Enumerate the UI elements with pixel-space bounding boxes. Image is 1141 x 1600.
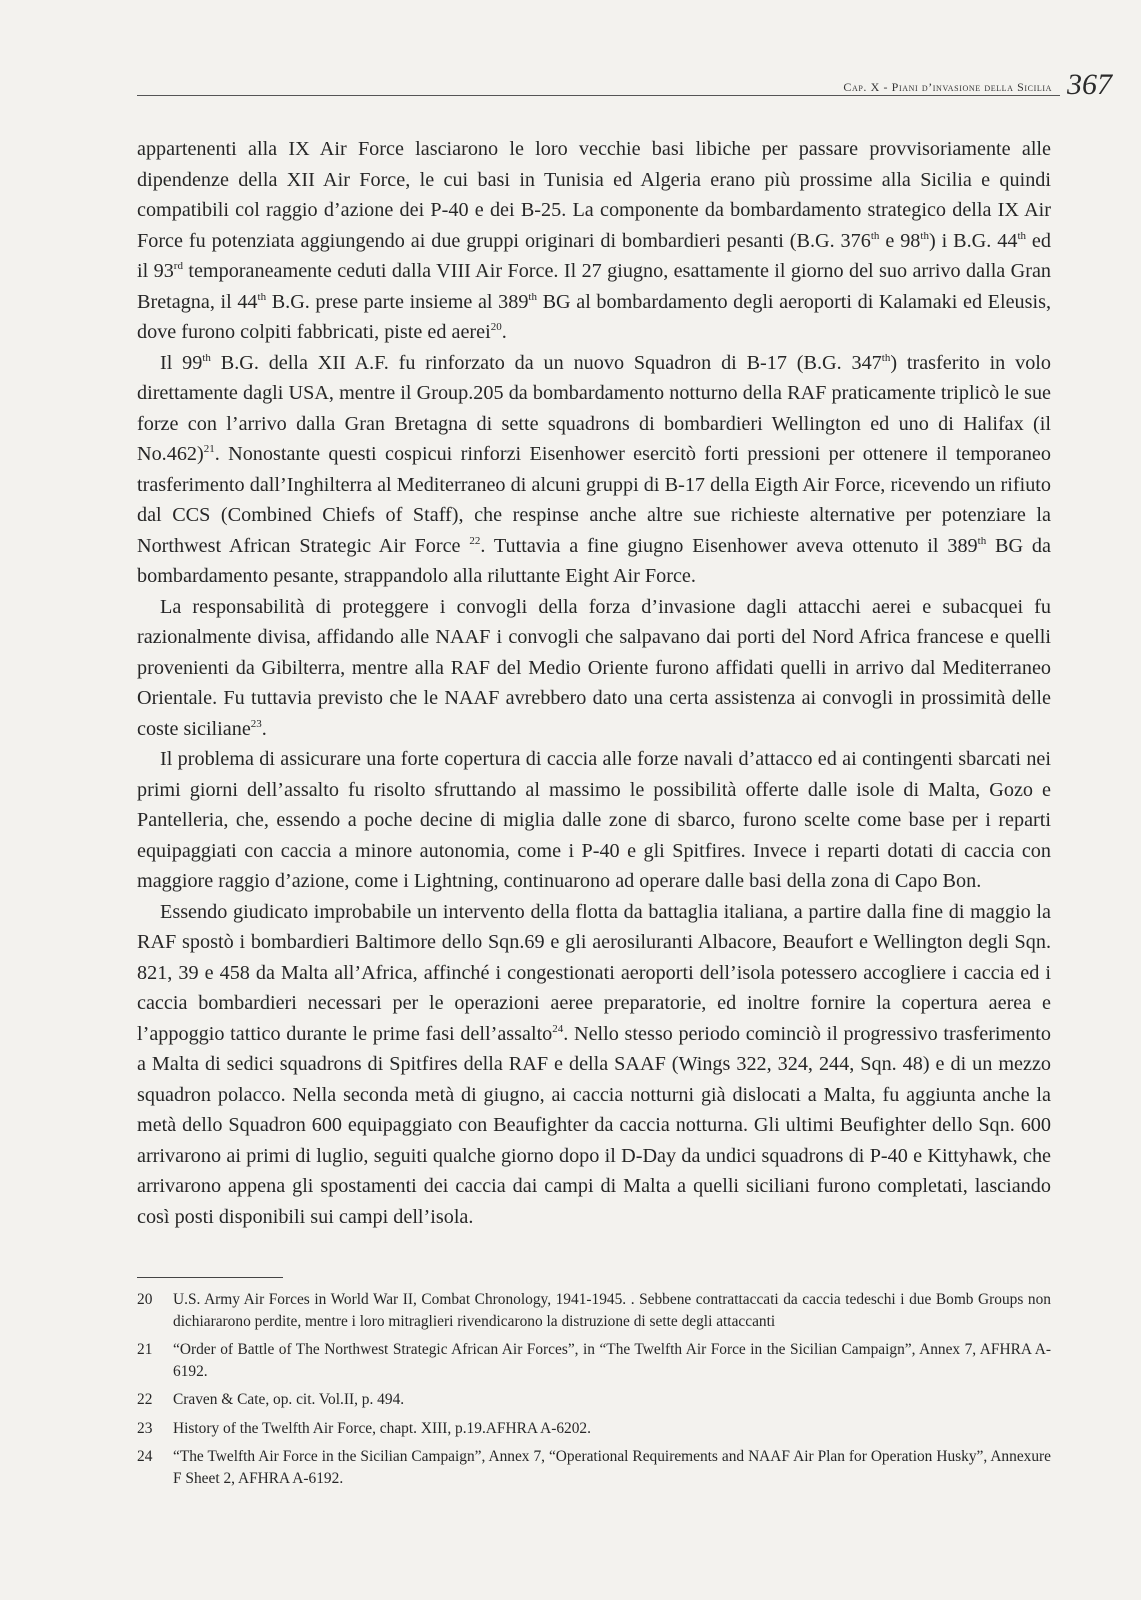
paragraph: La responsabilità di proteggere i convogli della forza d’invasione dagli attacchi aerei e subacquei fu razionalmente divisa, affidando alle NAAF i convogli che salpavano dai porti del Nord Africa francese e quelli provenienti da Gibilterra, mentre alla RAF del Medio Oriente furono affidati quelli in arrivo dal Mediterraneo Orientale. Fu tuttavia previsto che le NAAF avrebbero dato una certa assistenza ai convogli in prossimità delle coste siciliane$^{23}$. [137,595,1051,740]
footnote-ref: 24 [552,1022,564,1035]
footnote-text: Craven & Cate, op. cit. Vol.II, p. 494. [173,1391,405,1408]
footnote-ref: 20 [490,321,502,333]
footnote-text: History of the Twelfth Air Force, chapt. XIII, p.19.AFHRA A-6202. [173,1419,591,1437]
footnote-text: “The Twelfth Air Force in the Sicilian Campaign”, Annex 7, “Operational Requirements and NAAF Air Plan for Operation Husky”, Annexure F Sheet 2, AFHRA A-6192. [173,1448,1051,1487]
paragraph: Il 99th B.G. della XII A.F. fu rinforzato da un nuovo Squadron di B-17 (B.G. 347th) trasferito in volo direttamente dagli USA, mentre il Group.205 da bombardamento notturno della RAF praticamente triplicò le sue forze con l’arrivo dalla Gran Bretagna di sette squadrons di bombardieri Wellington ed uno di Halifax (il No.462)$^{21}$. Nonostante questi cospicui rinforzi Eisenhower esercitò forti pressioni per ottenere il temporaneo trasferimento dall’Inghilterra al Mediterraneo di alcuni gruppi di B-17 della Eigth Air Force, ricevendo un rifiuto dal CCS (Combined Chiefs of Staff), che respinse anche altre sue richieste alternative per potenziare la Northwest African Strategic Air Force $^{22}$. Tuttavia a fine giugno Eisenhower aveva ottenuto il 389th BG da bombardamento pesante, strappandolo alla riluttante Eight Air Force. [137,351,1051,587]
body-text [137,134,1051,1232]
footnote-text: U.S. Army Air Forces in World War II, Combat Chronology, 1941-1945. . Sebbene contrattaccati da caccia tedeschi i due Bomb Groups non dichiararono perdite, mentre i loro mitraglieri rivendicarono la distruzione di sette degli attaccanti [173,1291,1051,1330]
chapter-title: Cap. X - Piani d’invasione della Sicilia [837,80,1052,95]
footnote-number: 23 [137,1419,153,1437]
footnote [137,1418,1051,1440]
footnote-number: 20 [137,1291,153,1308]
footnote [137,1389,1051,1411]
paragraph: appartenenti alla IX Air Force lasciarono le loro vecchie basi libiche per passare provvisoriamente alle dipendenze della XII Air Force, le cui basi in Tunisia ed Algeria erano più prossime alla Sicilia e quindi compatibili col raggio d’azione dei P-40 e dei B-25. La componente da bombardamento strategico della IX Air Force fu potenziata aggiungendo ai due gruppi originari di bombardieri pesanti (B.G. 376th e 98th) i B.G. 44th ed il 93rd temporaneamente ceduti dalla VIII Air Force. Il 27 giugno, esattamente il giorno del suo arrivo dalla Gran Bretagna, il 44th B.G. prese parte insieme al 389th BG al bombardamento degli aeroporti di Kalamaki ed Eleusis, dove furono colpiti fabbricati, piste ed aerei$^{20}$. [137,138,1051,343]
footnote-ref: 22 [469,534,481,547]
header-rule [137,95,1060,96]
page-number: 367 [1067,68,1112,101]
footnote-number: 21 [137,1341,153,1358]
footnote-number: 24 [137,1448,153,1465]
footnote [137,1289,1051,1332]
footnote-text: “Order of Battle of The Northwest Strategic African Air Forces”, in “The Twelfth Air Force in the Sicilian Campaign”, Annex 7, AFHRA A- 6192. [173,1341,1051,1380]
footnote-rule [137,1277,283,1278]
footnote [137,1339,1051,1382]
paragraph: Il problema di assicurare una forte copertura di caccia alle forze navali d’attacco ed ai contingenti sbarcati nei primi giorni dell’assalto fu risolto sfruttando al massimo le possibilità offerte dalle isole di Malta, Gozo e Pantelleria, che, essendo a poche decine di miglia dalle zone di sbarco, furono scelte come base per i reparti equipaggiati con caccia a minore autonomia, come i P-40 e gli Spitfires. Invece i reparti dotati di caccia con maggiore raggio d’azione, come i Lightning, continuarono ad operare dalle basi della zona di Capo Bon. [137,748,1051,892]
footnote-ref: 23 [250,717,262,730]
footnote [137,1446,1051,1489]
paragraph: Essendo giudicato improbabile un intervento della flotta da battaglia italiana, a partire dalla fine di maggio la RAF spostò i bombardieri Baltimore dello Sqn.69 e gli aerosiluranti Albacore, Beaufort e Wellington degli Sqn. 821, 39 e 458 da Malta all’Africa, affinché i congestionati aeroporti dell’isola potessero accogliere i caccia ed i caccia bombardieri necessari per le operazioni aeree preparatorie, ed inoltre fornire la copertura aerea e l’appoggio tattico durante le prime fasi dell’assalto$^{24}$. Nello stesso periodo cominciò il progressivo trasferimento a Malta di sedici squadrons di Spitfires della RAF e della SAAF (Wings 322, 324, 244, Sqn. 48) e di un mezzo squadron polacco. Nella seconda metà di giugno, ai caccia notturni già dislocati a Malta, fu aggiunta anche la metà dello Squadron 600 equipaggiato con Beaufighter da caccia notturna. Gli ultimi Beufighter dello Sqn. 600 arrivarono ai primi di luglio, seguiti qualche giorno dopo il D-Day da undici squadrons di P-40 e Kittyhawk, che arrivarono appena gli spostamenti dei caccia dai campi di Malta a quelli siciliani furono completati, lasciando così posti disponibili sui campi dell’isola. [137,900,1052,1228]
footnote-ref: 21 [203,443,215,455]
running-header [137,70,1112,110]
footnotes [137,1289,1051,1496]
footnote-number: 22 [137,1391,153,1408]
